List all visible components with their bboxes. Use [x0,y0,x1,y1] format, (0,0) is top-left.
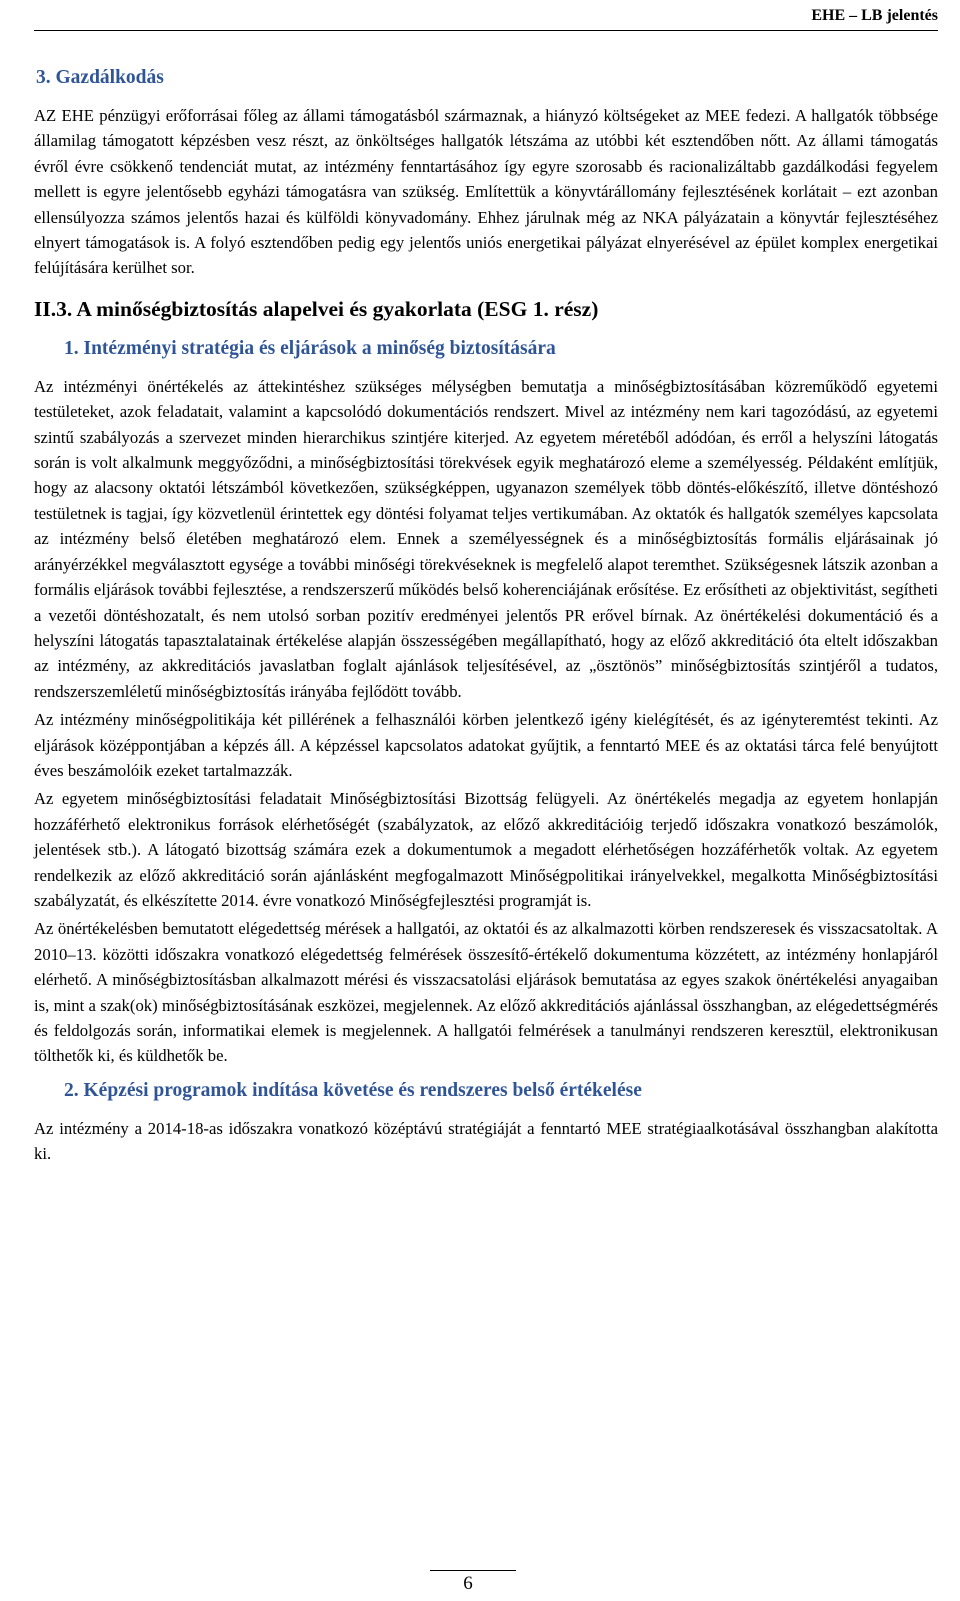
header-title: EHE – LB jelentés [811,7,938,24]
document-body [34,62,938,1167]
footer-divider [430,1570,516,1571]
paragraph: Az önértékelésben bemutatott elégedettség mérések a hallgatói, az oktatói és az alkalmazotti körben rendszeresek és visszacsatoltak. A 2010–13. közötti időszakra vonatkozó elégedettség felmérések összesítő-értékelő dokumentuma közzétett, az intézmény honlapjáról elérhető. A minőségbiztosításban alkalmazott mérési és visszacsatolási eljárások bemutatása az egyes szakok önértékelési anyagaiban is, mint a szak(ok) minőségbiztosításának eszközei, megjelennek. Az előző akkreditációs ajánlással összhangban, az elégedettségmérés és feldolgozás során, informatikai elemek is megjelennek. A hallgatói felmérések a tanulmányi rendszeren keresztül, elektronikusan tölthetők ki, és küldhetők be. [34,919,938,1066]
section-heading-gazdalkodas: 3. Gazdálkodás [36,67,164,88]
paragraph: Az egyetem minőségbiztosítási feladatait Minőségbiztosítási Bizottság felügyeli. Az önértékelés megadja az egyetem honlapján hozzáférhető elektronikus források elérhetőségét (szabályzatok, az előző akkreditációig terjedő időszakra vonatkozó beszámolók, jelentések stb.). A látogató bizottság számára ezek a dokumentumok a megadott elérhetőségen hozzáférhetők voltak. Az egyetem rendelkezik az előző akkreditáció során ajánlásként megfogalmazott Minőségpolitikai irányelvekkel, megalkotta Minőségbiztosítási szabályzatát, és elkészítette 2014. évre vonatkozó Minőségfejlesztési programját is. [34,789,938,910]
paragraph-gazdalkodas: AZ EHE pénzügyi erőforrásai főleg az állami támogatásból származnak, a hiányzó költségeket az MEE fedezi. A hallgatók többsége államilag támogatott képzésben vesz részt, az önköltséges hallgatók létszáma az utóbbi két esztendőben nőtt. Az állami támogatás évről évre csökkenő tendenciát mutat, az intézmény fenntartásához így egyre szorosabb és racionalizáltabb gazdálkodási fegyelem mellett is egyre jelentősebb egyházi támogatásra van szükség. Említettük a könyvtárállomány fejlesztésének korlátait – ezt azonban ellensúlyozza számos jelentős hazai és külföldi könyvadomány. Ehhez járulnak még az NKA pályázatain a könyvtár fejlesztéséhez elnyert támogatások is. A folyó esztendőben pedig egy jelentős uniós energetikai pályázat elnyerésével az épület komplex energetikai felújítására kerülhet sor. [34,106,938,278]
paragraph: Az intézmény minőségpolitikája két pillérének a felhasználói körben jelentkező igény kielégítését, és az igényteremtést tekinti. Az eljárások középpontjában a képzés áll. A képzéssel kapcsolatos adatokat gyűjtik, a fenntartó MEE és az oktatási tárca felé benyújtott éves beszámolóik ezeket tartalmazzák. [34,710,938,780]
paragraph: Az intézményi önértékelés az áttekintéshez szükséges mélységben bemutatja a minőségbiztosításában közreműködő egyetemi testületeket, azok feladatait, valamint a kapcsolódó dokumentációs rendszert. Mivel az intézmény nem kari tagozódású, az egyetemi szintű szabályozás a szervezet minden hierarchikus szintjére kiterjed. Az egyetem méretéből adódóan, és erről a helyszíni látogatás során is volt alkalmunk meggyőződni, a minőségbiztosítási törekvések egyik meghatározó eleme a személyesség. Példaként említjük, hogy az alacsony oktatói létszámból következően, szükségképpen, ugyanazon személyek több döntés-előkészítő, illetve döntéshozó testületnek is tagjai, így közvetlenül érintettek egy döntési folyamat teljes vertikumában. Az oktatók és hallgatók személyes kapcsolata az intézmény belső életében meghatározó elem. Ennek a személyességnek és a minőségbiztosítás formális eljárásainak jó arányérzékkel megválasztott egysége a további minőségi törekvéseknek is megfelelő alapot teremthet. Szükségesnek látszik azonban a formális eljárások további fejlesztése, a rendszerszerű működés belső koherenciájának erősítése. Ez erősítheti az objektivitást, segítheti a vezetői döntéshozatalt, és nem utolsó sorban pozitív eredményei jelentős PR erővel bírnak. Az önértékelési dokumentáció és a helyszíni látogatás tapasztalatainak értékelése alapján összességében megállapítható, hogy az előző akkreditáció óta eltelt időszakban az intézmény, az akkreditációs javaslatban foglalt ajánlások teljesítésével, az „ösztönös” minőségbiztosítás szintjéről a tudatos, rendszerszemléletű minőségbiztosítás irányába fejlődött tovább. [34,376,938,701]
subsection-heading-kepzesi-programok: 2. Képzési programok indítása követése és rendszeres belső értékelése [64,1079,642,1101]
paragraph-strategia: Az intézmény a 2014-18-as időszakra vonatkozó középtávú stratégiáját a fenntartó MEE stratégiaalkotásával összhangban alakította ki. [34,1118,938,1164]
chapter-heading-minosegbiztositas: II.3. A minőségbiztosítás alapelvei és gyakorlata (ESG 1. rész) [34,296,599,321]
page-number: 6 [463,1573,473,1594]
page-header [34,0,938,31]
subsection-heading-strategia: 1. Intézményi stratégia és eljárások a minőség biztosítására [64,337,556,359]
page-footer [0,1570,960,1601]
